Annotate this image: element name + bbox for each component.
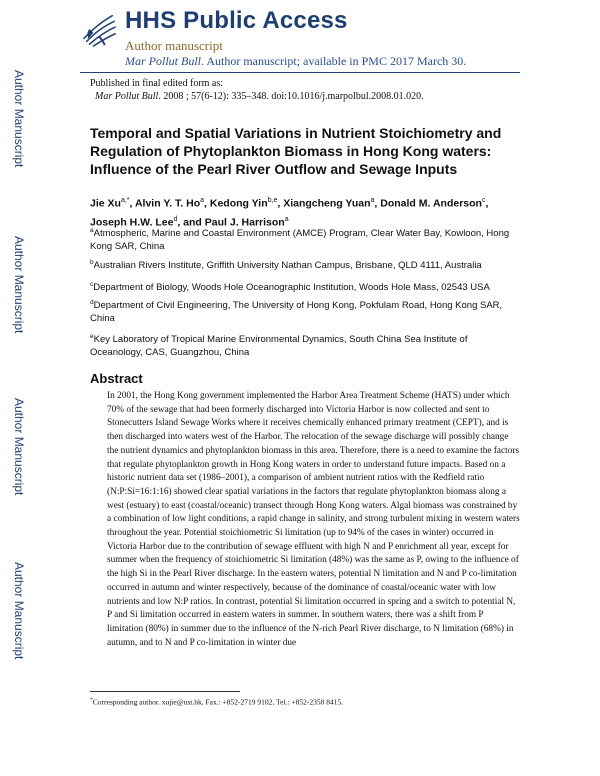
author-name: Paul J. Harrison — [204, 216, 285, 228]
author-name: Donald M. Anderson — [380, 197, 482, 210]
affiliation — [90, 330, 520, 359]
author-separator: , — [374, 197, 381, 210]
published-label: Published in final edited form as: — [90, 78, 224, 89]
affiliation — [90, 296, 520, 325]
citation-details: . 2008 ; 57(6-12): 335–348. doi:10.1016/j.marpolbul.2008.01.020. — [158, 91, 424, 102]
author-name: Joseph H.W. Lee — [90, 216, 174, 228]
journal-short-name: Mar Pollut Bull — [125, 54, 201, 68]
affiliation-sup: e — [90, 333, 94, 340]
author-separator: , — [204, 197, 210, 210]
author-separator: , — [277, 197, 284, 210]
footnote — [90, 697, 343, 707]
affiliation-text: Department of Biology, Woods Hole Oceanographic Institution, Woods Hole Mass, 02543 USA — [93, 282, 490, 294]
author-separator: , and — [177, 216, 205, 228]
affiliation-sup: d — [90, 299, 94, 306]
side-label-author-manuscript: Author Manuscript — [12, 70, 26, 168]
affiliation — [90, 256, 520, 272]
author-separator: , — [129, 197, 135, 210]
affiliation — [90, 224, 520, 253]
author-affil-sup: a — [200, 197, 205, 204]
pmc-availability-line — [125, 54, 466, 69]
hhs-eagle-icon — [80, 10, 118, 48]
author-affil-sup: a — [284, 215, 289, 223]
footnote-sup: * — [90, 697, 93, 703]
paper-title: Temporal and Spatial Variations in Nutrient Stoichiometry and Regulation of Phytoplankton Biomass in Hong Kong waters: Influence of the Pearl River Outflow and Sewage Inputs — [90, 125, 502, 177]
affiliation-sup: c — [90, 281, 94, 288]
pmc-note: . Author manuscript; available in PMC 2017 March 30. — [201, 54, 467, 68]
author-affil-sup: b,e — [267, 197, 278, 204]
author-affil-sup: a — [370, 197, 375, 204]
side-label-author-manuscript: Author Manuscript — [12, 562, 26, 660]
author-name: Xiangcheng Yuan — [283, 197, 371, 210]
author-name: Jie Xu — [90, 197, 121, 210]
author-separator: , — [485, 197, 489, 210]
header-divider — [80, 72, 520, 73]
affiliation-text: Department of Civil Engineering, The University of Hong Kong, Pokfulam Road, Hong Kong SAR, China — [90, 300, 503, 325]
affiliation-sup: b — [90, 259, 94, 266]
affiliation-text: Atmospheric, Marine and Coastal Environment (AMCE) Program, Clear Water Bay, Kowloon, Hong Kong SAR, China — [90, 228, 510, 253]
citation-line — [95, 91, 424, 102]
footnote-divider — [90, 691, 240, 692]
abstract-body: In 2001, the Hong Kong government implemented the Harbor Area Treatment Scheme (HATS) under which 70% of the sewage that had been formerly discharged into Victoria Harbor is now collected and sent to Stonecutters Island Sewage Works where it receives chemically enhanced primary treatment (CEPT), and is then discharged into waters west of the Harbor. The relocation of the sewage discharge will possibly change the nutrient dynamics and phytoplankton biomass in this area. Therefore, there is a need to examine the factors that regulate phytoplankton growth in Hong Kong waters in order to understand future impacts. Based on a historic nutrient data set (1986–2001), a comparison of ambient nutrient ratios with the Redfield ratio (N:P:Si=16:1:16) showed clear spatial variations in the factors that regulate phytoplankton biomass along a west (estuary) to east (coastal/oceanic) transect through Hong Kong waters. Algal biomass was constrained by a combination of low light conditions, a rapid change in salinity, and strong turbulent mixing in western waters throughout the year. Potential stoichiometric Si limitation (up to 94% of the cases in winter) occurred in Victoria Harbor due to the contribution of sewage effluent with high N and P enrichment all year, except for summer when the frequency of stoichiometric Si limitation (48%) was the same as P, owing to the influence of the high Si in the Pearl River discharge. In the eastern waters, potential N limitation and N and P co-limitation occurred in autumn and winter respectively, because of the dominance of coastal/oceanic water with low nutrients and low N:P ratios. In contrast, potential Si limitation occurred in spring and a switch to potential N, P and Si limitation occurred in eastern waters in summer. In southern waters, there was a shift from P limitation (80%) in summer due to the influence of the N-rich Pearl River discharge, to N limitation (68%) in autumn, and to N and P co-limitation in winter due — [107, 391, 520, 648]
hhs-public-access-title: HHS Public Access — [125, 7, 348, 34]
affiliation — [90, 278, 520, 294]
affiliation-text: Australian Rivers Institute, Griffith University Nathan Campus, Brisbane, QLD 4111, Australia — [93, 260, 482, 272]
author-name: Kedong Yin — [209, 197, 268, 210]
footnote-text: Corresponding author. xujie@ust.hk, Fax.: +852-2719 9102, Tel.: +852-2358 8415. — [92, 697, 344, 707]
affiliation-text: Key Laboratory of Tropical Marine Environmental Dynamics, South China Sea Institute of Oceanology, CAS, Guangzhou, China — [90, 334, 468, 359]
side-label-author-manuscript: Author Manuscript — [12, 236, 26, 334]
affiliation-sup: a — [90, 227, 94, 234]
side-label-author-manuscript: Author Manuscript — [12, 398, 26, 496]
author-name: Alvin Y. T. Ho — [134, 197, 201, 210]
abstract-heading: Abstract — [90, 371, 143, 386]
author-affil-sup: c — [481, 197, 486, 204]
citation-journal: Mar Pollut Bull — [95, 91, 159, 102]
author-affil-sup: d — [173, 215, 178, 223]
author-affil-sup: a,* — [120, 197, 130, 204]
author-manuscript-label: Author manuscript — [125, 38, 223, 53]
